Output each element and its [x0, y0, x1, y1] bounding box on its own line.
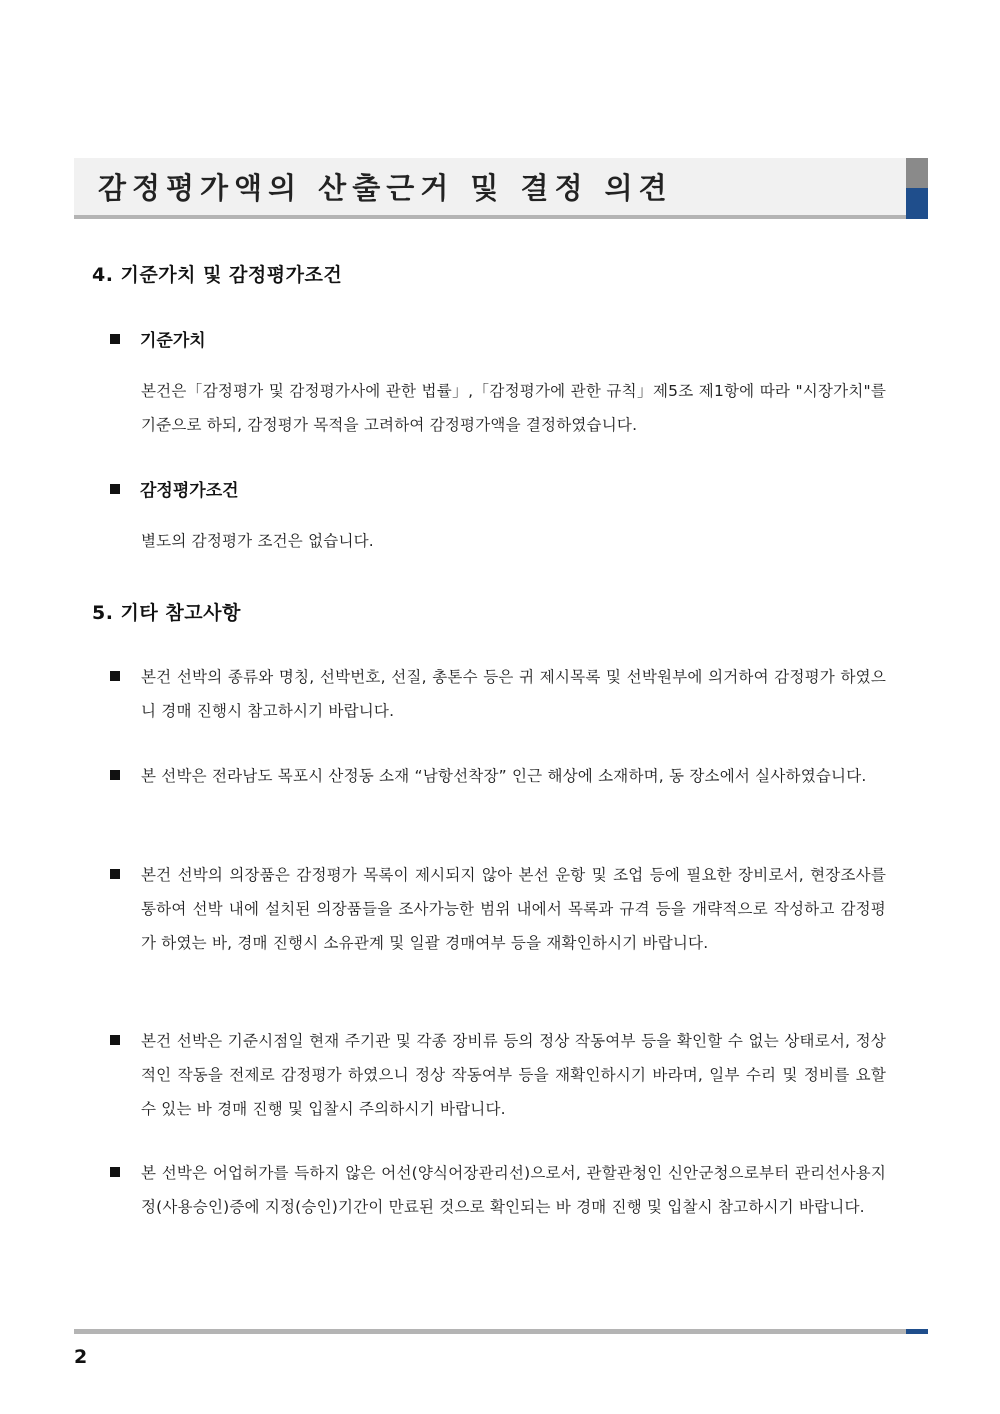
list-item [110, 759, 886, 793]
list-item-text: 본건 선박의 종류와 명칭, 선박번호, 선질, 총톤수 등은 귀 제시목록 및 선박원부에 의거하여 감정평가 하였으니 경매 진행시 참고하시기 바랍니다. [141, 668, 886, 720]
list-item-text: 본건 선박은 기준시점일 현재 주기관 및 각종 장비류 등의 정상 작동여부 등을 확인할 수 없는 상태로서, 정상적인 작동을 전제로 감정평가 하였으니 정상 작동여부 등을 재확인하시기 바라며, 일부 수리 및 정비를 요할 수 있는 바 경매 진행 및 입찰시 주의하시기 바랍니다. [141, 1032, 886, 1118]
conditions-heading-label: 감정평가조건 [140, 481, 239, 501]
square-bullet-icon [110, 869, 120, 879]
page-number: 2 [74, 1346, 88, 1368]
square-bullet-icon [110, 671, 120, 681]
list-item [110, 660, 886, 728]
section-4-heading: 4. 기준가치 및 감정평가조건 [92, 264, 343, 286]
list-item [110, 1024, 886, 1126]
list-item [110, 1156, 886, 1224]
square-bullet-icon [110, 770, 120, 780]
list-item-text: 본 선박은 어업허가를 득하지 않은 어선(양식어장관리선)으로서, 관할관청인 신안군청으로부터 관리선사용지정(사용승인)증에 지정(승인)기간이 만료된 것으로 확인되는 바 경매 진행 및 입찰시 참고하시기 바랍니다. [141, 1164, 886, 1216]
square-bullet-icon [110, 1035, 120, 1045]
title-underline [74, 215, 906, 219]
page-title: 감정평가액의 산출근거 및 결정 의견 [98, 171, 673, 205]
list-item [110, 858, 886, 960]
section-5-heading: 5. 기타 참고사항 [92, 602, 241, 624]
square-bullet-icon [110, 334, 120, 344]
footer-rule [74, 1329, 906, 1334]
square-bullet-icon [110, 484, 120, 494]
list-item-text: 본 선박은 전라남도 목포시 산정동 소재 “남항선착장” 인근 해상에 소재하며, 동 장소에서 실사하였습니다. [141, 767, 867, 785]
conditions-text: 별도의 감정평가 조건은 없습니다. [141, 532, 374, 550]
basis-value-text: 본건은「감정평가 및 감정평가사에 관한 법률」,「감정평가에 관한 규칙」제5조 제1항에 따라 "시장가치"를 기준으로 하되, 감정평가 목적을 고려하여 감정평가액을 결정하였습니다. [141, 382, 886, 434]
square-bullet-icon [110, 1167, 120, 1177]
list-item-text: 본건 선박의 의장품은 감정평가 목록이 제시되지 않아 본선 운항 및 조업 등에 필요한 장비로서, 현장조사를 통하여 선박 내에 설치된 의장품들을 조사가능한 범위 내에서 목록과 규격 등을 개략적으로 작성하고 감정평가 하였는 바, 경매 진행시 소유관계 및 일괄 경매여부 등을 재확인하시기 바랍니다. [141, 866, 886, 952]
title-accent-gray [906, 158, 928, 188]
footer-accent-blue [906, 1329, 928, 1334]
basis-value-heading-label: 기준가치 [140, 331, 206, 351]
title-accent-blue [906, 188, 928, 219]
conditions-heading [110, 476, 239, 501]
basis-value-heading [110, 326, 206, 351]
